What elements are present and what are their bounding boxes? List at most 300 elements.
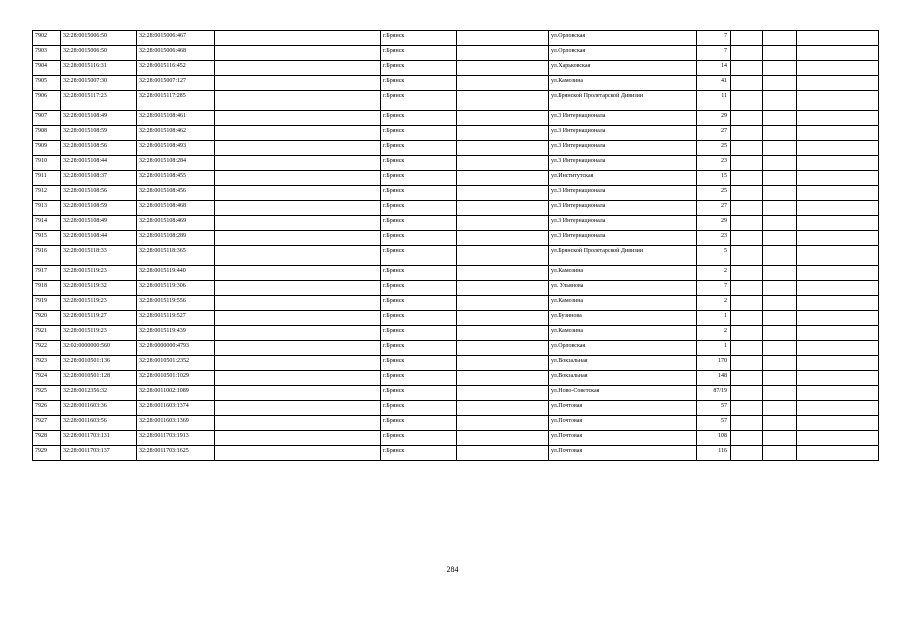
land-cadastral-number-cell: 32:28:0015119:23 (61, 266, 137, 281)
empty-cell (215, 186, 381, 201)
empty-cell (215, 246, 381, 266)
city-cell: г.Брянск (381, 431, 457, 446)
street-cell: ул.Ново-Советская (549, 386, 697, 401)
empty-cell (797, 216, 879, 231)
house-number-cell: 23 (697, 231, 731, 246)
empty-cell (215, 266, 381, 281)
object-cadastral-number-cell: 32:28:0015007:127 (137, 76, 215, 91)
empty-cell (731, 311, 763, 326)
house-number-cell: 170 (697, 356, 731, 371)
street-cell: ул.Камозина (549, 296, 697, 311)
empty-cell (457, 91, 549, 111)
land-cadastral-number-cell: 32:28:0012356:32 (61, 386, 137, 401)
empty-cell (457, 231, 549, 246)
house-number-cell: 25 (697, 141, 731, 156)
empty-cell (763, 46, 797, 61)
empty-cell (457, 266, 549, 281)
land-cadastral-number-cell: 32:28:0015006:50 (61, 46, 137, 61)
row-number-cell: 7927 (33, 416, 61, 431)
empty-cell (457, 126, 549, 141)
land-cadastral-number-cell: 32:28:0015119:32 (61, 281, 137, 296)
land-cadastral-number-cell: 32:28:0015119:23 (61, 296, 137, 311)
property-registry-table (32, 30, 879, 461)
table-row (33, 416, 879, 431)
empty-cell (731, 171, 763, 186)
row-number-cell: 7903 (33, 46, 61, 61)
land-cadastral-number-cell: 32:28:0015007:30 (61, 76, 137, 91)
empty-cell (763, 201, 797, 216)
house-number-cell: 27 (697, 126, 731, 141)
empty-cell (763, 186, 797, 201)
land-cadastral-number-cell: 32:28:0015119:23 (61, 326, 137, 341)
street-cell: ул.Институтская (549, 171, 697, 186)
street-cell: ул.Камозина (549, 266, 697, 281)
empty-cell (763, 231, 797, 246)
empty-cell (731, 296, 763, 311)
empty-cell (215, 296, 381, 311)
table-row (33, 371, 879, 386)
empty-cell (731, 76, 763, 91)
empty-cell (763, 61, 797, 76)
land-cadastral-number-cell: 32:28:0015116:31 (61, 61, 137, 76)
row-number-cell: 7916 (33, 246, 61, 266)
house-number-cell: 7 (697, 281, 731, 296)
empty-cell (215, 341, 381, 356)
empty-cell (763, 216, 797, 231)
street-cell: ул.Орловская (549, 341, 697, 356)
empty-cell (215, 401, 381, 416)
object-cadastral-number-cell: 32:28:0011603:1369 (137, 416, 215, 431)
city-cell: г.Брянск (381, 186, 457, 201)
empty-cell (457, 216, 549, 231)
row-number-cell: 7918 (33, 281, 61, 296)
land-cadastral-number-cell: 32:28:0015118:33 (61, 246, 137, 266)
empty-cell (215, 141, 381, 156)
row-number-cell: 7902 (33, 31, 61, 46)
empty-cell (731, 386, 763, 401)
empty-cell (763, 91, 797, 111)
object-cadastral-number-cell: 32:28:0015006:468 (137, 46, 215, 61)
table-row (33, 91, 879, 111)
house-number-cell: 23 (697, 156, 731, 171)
empty-cell (763, 111, 797, 126)
empty-cell (763, 31, 797, 46)
empty-cell (763, 431, 797, 446)
empty-cell (797, 416, 879, 431)
object-cadastral-number-cell: 32:28:0015117:285 (137, 91, 215, 111)
row-number-cell: 7919 (33, 296, 61, 311)
street-cell: ул.3 Интернационала (549, 111, 697, 126)
empty-cell (797, 266, 879, 281)
row-number-cell: 7911 (33, 171, 61, 186)
table-row (33, 31, 879, 46)
empty-cell (797, 61, 879, 76)
registry-body (33, 31, 879, 461)
city-cell: г.Брянск (381, 446, 457, 461)
house-number-cell: 1 (697, 311, 731, 326)
row-number-cell: 7913 (33, 201, 61, 216)
row-number-cell: 7922 (33, 341, 61, 356)
land-cadastral-number-cell: 32:28:0015108:59 (61, 201, 137, 216)
table-row (33, 311, 879, 326)
empty-cell (763, 281, 797, 296)
land-cadastral-number-cell: 32:28:0010501:128 (61, 371, 137, 386)
row-number-cell: 7906 (33, 91, 61, 111)
empty-cell (797, 201, 879, 216)
object-cadastral-number-cell: 32:28:0015119:440 (137, 266, 215, 281)
empty-cell (731, 281, 763, 296)
house-number-cell: 5 (697, 246, 731, 266)
city-cell: г.Брянск (381, 201, 457, 216)
house-number-cell: 29 (697, 111, 731, 126)
empty-cell (457, 296, 549, 311)
table-row (33, 296, 879, 311)
row-number-cell: 7928 (33, 431, 61, 446)
empty-cell (763, 416, 797, 431)
city-cell: г.Брянск (381, 296, 457, 311)
row-number-cell: 7912 (33, 186, 61, 201)
page-number: 284 (446, 565, 459, 574)
empty-cell (215, 91, 381, 111)
empty-cell (215, 126, 381, 141)
row-number-cell: 7908 (33, 126, 61, 141)
street-cell: ул.Бузинова (549, 311, 697, 326)
empty-cell (457, 141, 549, 156)
empty-cell (457, 31, 549, 46)
empty-cell (731, 46, 763, 61)
land-cadastral-number-cell: 32:28:0015108:37 (61, 171, 137, 186)
street-cell: ул.3 Интернационала (549, 231, 697, 246)
empty-cell (763, 296, 797, 311)
street-cell: ул.Камозина (549, 76, 697, 91)
empty-cell (797, 431, 879, 446)
table-row (33, 141, 879, 156)
empty-cell (763, 171, 797, 186)
object-cadastral-number-cell: 32:28:0010501:2352 (137, 356, 215, 371)
land-cadastral-number-cell: 32:28:0015006:50 (61, 31, 137, 46)
city-cell: г.Брянск (381, 61, 457, 76)
street-cell: ул.Орловская (549, 46, 697, 61)
empty-cell (731, 266, 763, 281)
row-number-cell: 7905 (33, 76, 61, 91)
row-number-cell: 7924 (33, 371, 61, 386)
street-cell: ул.Вокзальная (549, 371, 697, 386)
empty-cell (763, 126, 797, 141)
street-cell: ул.3 Интернационала (549, 186, 697, 201)
empty-cell (797, 76, 879, 91)
empty-cell (215, 386, 381, 401)
empty-cell (215, 216, 381, 231)
row-number-cell: 7920 (33, 311, 61, 326)
empty-cell (457, 446, 549, 461)
empty-cell (797, 311, 879, 326)
city-cell: г.Брянск (381, 46, 457, 61)
empty-cell (215, 76, 381, 91)
empty-cell (215, 46, 381, 61)
empty-cell (797, 341, 879, 356)
land-cadastral-number-cell: 32:28:0015108:49 (61, 111, 137, 126)
empty-cell (731, 401, 763, 416)
table-row (33, 356, 879, 371)
street-cell: ул. Ульянова (549, 281, 697, 296)
house-number-cell: 2 (697, 266, 731, 281)
city-cell: г.Брянск (381, 281, 457, 296)
land-cadastral-number-cell: 32:28:0011703:137 (61, 446, 137, 461)
empty-cell (797, 126, 879, 141)
empty-cell (731, 416, 763, 431)
city-cell: г.Брянск (381, 111, 457, 126)
empty-cell (215, 281, 381, 296)
empty-cell (215, 326, 381, 341)
street-cell: ул.Харьковская (549, 61, 697, 76)
object-cadastral-number-cell: 32:28:0015108:469 (137, 216, 215, 231)
empty-cell (215, 61, 381, 76)
object-cadastral-number-cell: 32:28:0011703:1625 (137, 446, 215, 461)
row-number-cell: 7909 (33, 141, 61, 156)
empty-cell (763, 246, 797, 266)
table-row (33, 446, 879, 461)
empty-cell (731, 371, 763, 386)
empty-cell (457, 341, 549, 356)
city-cell: г.Брянск (381, 266, 457, 281)
empty-cell (731, 431, 763, 446)
city-cell: г.Брянск (381, 386, 457, 401)
row-number-cell: 7921 (33, 326, 61, 341)
object-cadastral-number-cell: 32:28:0015116:452 (137, 61, 215, 76)
street-cell: ул.3 Интернационала (549, 141, 697, 156)
table-row (33, 171, 879, 186)
object-cadastral-number-cell: 32:28:0015108:455 (137, 171, 215, 186)
empty-cell (457, 401, 549, 416)
empty-cell (457, 186, 549, 201)
empty-cell (215, 446, 381, 461)
house-number-cell: 57 (697, 416, 731, 431)
table-row (33, 46, 879, 61)
house-number-cell: 15 (697, 171, 731, 186)
empty-cell (731, 326, 763, 341)
city-cell: г.Брянск (381, 401, 457, 416)
table-row (33, 201, 879, 216)
table-row (33, 76, 879, 91)
empty-cell (731, 341, 763, 356)
empty-cell (731, 356, 763, 371)
object-cadastral-number-cell: 32:28:0015108:461 (137, 111, 215, 126)
house-number-cell: 1 (697, 341, 731, 356)
table-row (33, 156, 879, 171)
table-row (33, 111, 879, 126)
house-number-cell: 148 (697, 371, 731, 386)
empty-cell (457, 371, 549, 386)
house-number-cell: 25 (697, 186, 731, 201)
city-cell: г.Брянск (381, 356, 457, 371)
empty-cell (763, 386, 797, 401)
empty-cell (763, 76, 797, 91)
street-cell: ул.Почтовая (549, 416, 697, 431)
empty-cell (457, 171, 549, 186)
empty-cell (215, 431, 381, 446)
house-number-cell: 11 (697, 91, 731, 111)
land-cadastral-number-cell: 32:28:0015108:56 (61, 186, 137, 201)
empty-cell (215, 171, 381, 186)
table-row (33, 401, 879, 416)
empty-cell (731, 231, 763, 246)
row-number-cell: 7923 (33, 356, 61, 371)
city-cell: г.Брянск (381, 311, 457, 326)
object-cadastral-number-cell: 32:28:0015006:467 (137, 31, 215, 46)
city-cell: г.Брянск (381, 76, 457, 91)
object-cadastral-number-cell: 32:28:0015119:556 (137, 296, 215, 311)
object-cadastral-number-cell: 32:28:0015108:284 (137, 156, 215, 171)
empty-cell (797, 296, 879, 311)
empty-cell (763, 141, 797, 156)
empty-cell (797, 31, 879, 46)
empty-cell (457, 311, 549, 326)
object-cadastral-number-cell: 32:28:0015108:468 (137, 201, 215, 216)
empty-cell (731, 111, 763, 126)
street-cell: ул.Почтовая (549, 431, 697, 446)
object-cadastral-number-cell: 32:28:0015108:493 (137, 141, 215, 156)
empty-cell (215, 416, 381, 431)
table-row (33, 386, 879, 401)
object-cadastral-number-cell: 32:28:0015108:289 (137, 231, 215, 246)
empty-cell (215, 156, 381, 171)
row-number-cell: 7907 (33, 111, 61, 126)
empty-cell (731, 156, 763, 171)
empty-cell (457, 416, 549, 431)
table-row (33, 61, 879, 76)
table-row (33, 231, 879, 246)
row-number-cell: 7904 (33, 61, 61, 76)
table-row (33, 281, 879, 296)
empty-cell (797, 186, 879, 201)
empty-cell (215, 201, 381, 216)
empty-cell (797, 371, 879, 386)
empty-cell (731, 216, 763, 231)
row-number-cell: 7914 (33, 216, 61, 231)
street-cell: ул.Брянской Пролетарской Дивизии (549, 246, 697, 266)
empty-cell (797, 326, 879, 341)
house-number-cell: 2 (697, 326, 731, 341)
land-cadastral-number-cell: 32:28:0010501:136 (61, 356, 137, 371)
object-cadastral-number-cell: 32:28:0015119:306 (137, 281, 215, 296)
house-number-cell: 41 (697, 76, 731, 91)
empty-cell (797, 171, 879, 186)
table-row (33, 246, 879, 266)
empty-cell (731, 446, 763, 461)
land-cadastral-number-cell: 32:28:0015108:49 (61, 216, 137, 231)
street-cell: ул.3 Интернационала (549, 126, 697, 141)
house-number-cell: 87/19 (697, 386, 731, 401)
object-cadastral-number-cell: 32:28:0011603:1374 (137, 401, 215, 416)
empty-cell (797, 386, 879, 401)
empty-cell (763, 311, 797, 326)
city-cell: г.Брянск (381, 171, 457, 186)
empty-cell (731, 91, 763, 111)
house-number-cell: 116 (697, 446, 731, 461)
registry-sheet (32, 30, 879, 461)
land-cadastral-number-cell: 32:28:0015108:56 (61, 141, 137, 156)
empty-cell (731, 141, 763, 156)
land-cadastral-number-cell: 32:28:0015117:23 (61, 91, 137, 111)
row-number-cell: 7917 (33, 266, 61, 281)
object-cadastral-number-cell: 32:28:0000000:4793 (137, 341, 215, 356)
city-cell: г.Брянск (381, 341, 457, 356)
house-number-cell: 7 (697, 31, 731, 46)
row-number-cell: 7925 (33, 386, 61, 401)
city-cell: г.Брянск (381, 326, 457, 341)
empty-cell (457, 156, 549, 171)
street-cell: ул.3 Интернационала (549, 201, 697, 216)
house-number-cell: 2 (697, 296, 731, 311)
empty-cell (797, 446, 879, 461)
house-number-cell: 57 (697, 401, 731, 416)
empty-cell (457, 246, 549, 266)
house-number-cell: 7 (697, 46, 731, 61)
city-cell: г.Брянск (381, 371, 457, 386)
empty-cell (215, 231, 381, 246)
object-cadastral-number-cell: 32:28:0015118:365 (137, 246, 215, 266)
empty-cell (763, 371, 797, 386)
land-cadastral-number-cell: 32:28:0011603:36 (61, 401, 137, 416)
city-cell: г.Брянск (381, 91, 457, 111)
table-row (33, 186, 879, 201)
empty-cell (457, 76, 549, 91)
empty-cell (763, 266, 797, 281)
empty-cell (797, 231, 879, 246)
street-cell: ул.Почтовая (549, 446, 697, 461)
empty-cell (797, 46, 879, 61)
empty-cell (457, 326, 549, 341)
empty-cell (797, 356, 879, 371)
city-cell: г.Брянск (381, 216, 457, 231)
empty-cell (731, 186, 763, 201)
empty-cell (797, 246, 879, 266)
empty-cell (731, 61, 763, 76)
street-cell: ул.3 Интернационала (549, 156, 697, 171)
empty-cell (763, 156, 797, 171)
row-number-cell: 7915 (33, 231, 61, 246)
empty-cell (457, 431, 549, 446)
city-cell: г.Брянск (381, 31, 457, 46)
empty-cell (215, 356, 381, 371)
object-cadastral-number-cell: 32:28:0015119:527 (137, 311, 215, 326)
house-number-cell: 27 (697, 201, 731, 216)
empty-cell (215, 111, 381, 126)
street-cell: ул.Почтовая (549, 401, 697, 416)
empty-cell (457, 46, 549, 61)
empty-cell (457, 281, 549, 296)
empty-cell (763, 356, 797, 371)
empty-cell (731, 201, 763, 216)
land-cadastral-number-cell: 32:28:0015119:27 (61, 311, 137, 326)
city-cell: г.Брянск (381, 156, 457, 171)
table-row (33, 326, 879, 341)
empty-cell (731, 126, 763, 141)
house-number-cell: 108 (697, 431, 731, 446)
object-cadastral-number-cell: 32:28:0015108:462 (137, 126, 215, 141)
empty-cell (763, 326, 797, 341)
empty-cell (215, 311, 381, 326)
table-row (33, 341, 879, 356)
empty-cell (457, 201, 549, 216)
land-cadastral-number-cell: 32:28:0015108:59 (61, 126, 137, 141)
object-cadastral-number-cell: 32:28:0010501:1029 (137, 371, 215, 386)
land-cadastral-number-cell: 32:28:0015108:44 (61, 231, 137, 246)
object-cadastral-number-cell: 32:28:0015119:439 (137, 326, 215, 341)
object-cadastral-number-cell: 32:28:0011703:1913 (137, 431, 215, 446)
row-number-cell: 7929 (33, 446, 61, 461)
empty-cell (457, 356, 549, 371)
